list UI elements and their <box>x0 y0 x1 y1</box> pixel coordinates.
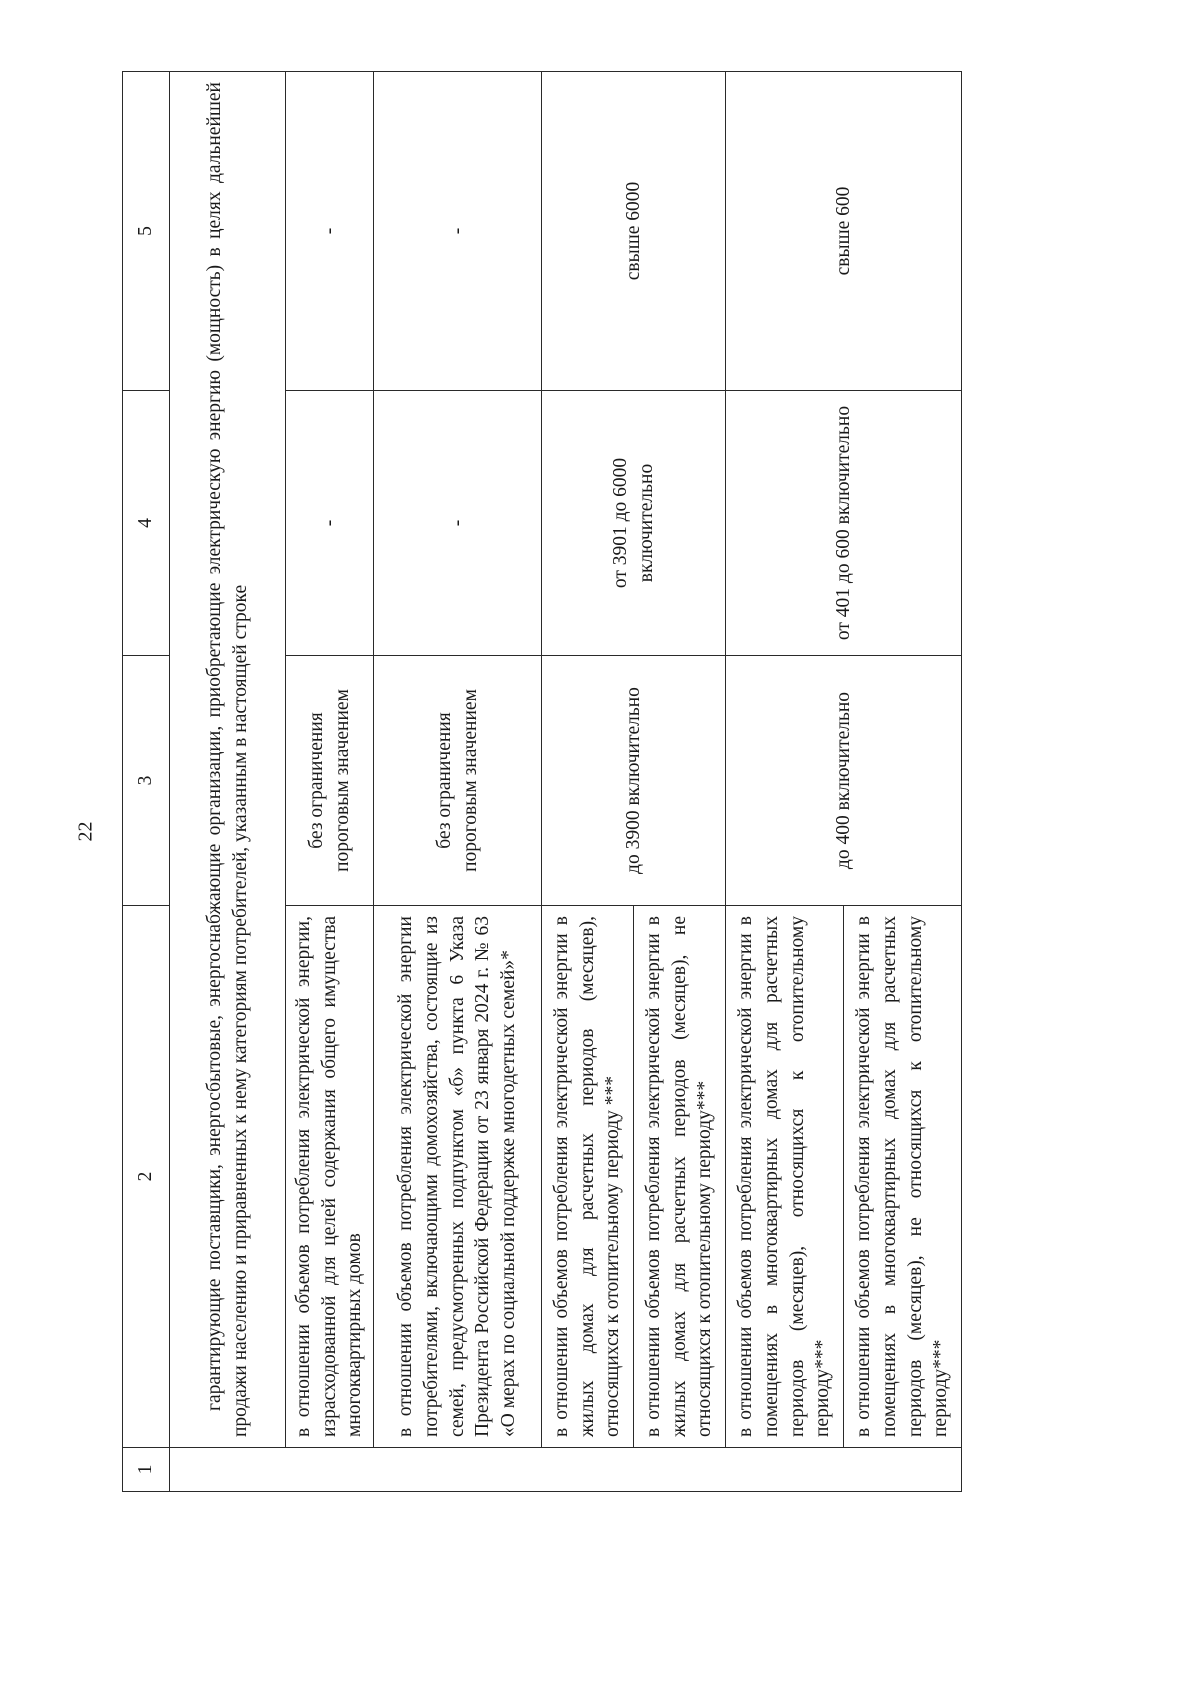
header-row <box>123 72 170 1492</box>
threshold-cell: до 3900 включительно <box>542 656 726 906</box>
table-row <box>374 72 542 1492</box>
row-description: в отношении объемов потребления электрической энергии в жилых домах для расчетных периодов (месяцев), не относящихся к отопительному периоду*** <box>634 906 726 1448</box>
above-cell: - <box>374 72 542 391</box>
header-col-2: 2 <box>123 906 170 1448</box>
table-row <box>542 72 634 1492</box>
row-description: в отношении объемов потребления электрической энергии в жилых домах для расчетных периодов (месяцев), относящихся к отопительному периоду *** <box>542 906 634 1448</box>
above-cell: свыше 600 <box>726 72 962 391</box>
row-number-cell <box>170 1448 962 1492</box>
page-number: 22 <box>74 821 97 842</box>
header-col-5: 5 <box>123 72 170 391</box>
range-cell: - <box>286 391 374 656</box>
header-col-3: 3 <box>123 656 170 906</box>
threshold-cell: без ограничения пороговым значением <box>286 656 374 906</box>
above-cell: - <box>286 72 374 391</box>
section-row <box>170 72 286 1492</box>
row-description: в отношении объемов потребления электрической энергии в помещениях в многоквартирных домах для расчетных периодов (месяцев), относящихся к отопительному периоду*** <box>726 906 844 1448</box>
range-cell: от 3901 до 6000 включительно <box>542 391 726 656</box>
header-col-4: 4 <box>123 391 170 656</box>
row-description: в отношении объемов потребления электрической энергии, израсходованной для целей содержания общего имущества многоквартирных домов <box>286 906 374 1448</box>
rotated-page-content <box>122 72 962 1492</box>
range-cell: от 401 до 600 включительно <box>726 391 962 656</box>
above-cell: свыше 6000 <box>542 72 726 391</box>
table-row <box>726 72 844 1492</box>
tariff-table <box>122 71 962 1492</box>
row-description: в отношении объемов потребления электрической энергии потребителями, включающими домохозяйства, состоящие из семей, предусмотренных подпунктом «б» пункта 6 Указа Президента Российской Федерации от 23 января 2024 г. № 63 «О мерах по социальной поддержке многодетных семей»* <box>374 906 542 1448</box>
range-cell: - <box>374 391 542 656</box>
header-col-1: 1 <box>123 1448 170 1492</box>
threshold-cell: без ограничения пороговым значением <box>374 656 542 906</box>
threshold-cell: до 400 включительно <box>726 656 962 906</box>
table-row <box>286 72 374 1492</box>
section-title: гарантирующие поставщики, энергосбытовые, энергоснабжающие организации, приобретающие электрическую энергию (мощность) в целях дальнейшей продажи населению и приравненных к нему категориям потребителей, указанным в настоящей строке <box>170 72 286 1448</box>
row-description: в отношении объемов потребления электрической энергии в помещениях в многоквартирных домах для расчетных периодов (месяцев), не относящихся к отопительному периоду*** <box>844 906 962 1448</box>
